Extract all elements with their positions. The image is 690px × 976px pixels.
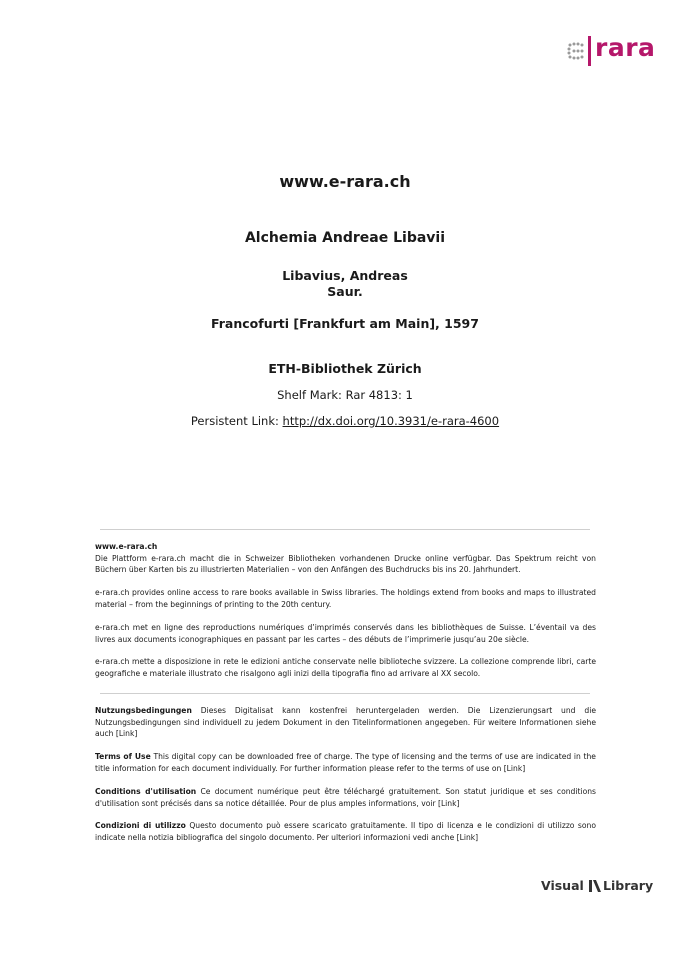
logo-wordmark: rara [595,33,656,62]
dot-grid-icon [566,41,586,61]
terms-it-label: Condizioni di utilizzo [95,821,186,830]
visual-library-mark-icon [588,879,602,893]
terms-it-text: Questo documento può essere scaricato gratuitamente. Il tipo di licenza e le condizioni di utilizzo sono indicate nella notizia bibliografica del singolo documento. Per ulteriori informazioni vedi anche [Link] [95,821,596,842]
e-rara-logo [566,33,658,66]
shelf-mark: Shelf Mark: Rar 4813: 1 [277,388,413,402]
holding-library: ETH-Bibliothek Zürich [268,361,422,376]
terms-de-label: Nutzungsbedingungen [95,706,192,715]
author-name: Libavius, Andreas [282,268,408,283]
visual-library-logo [541,877,656,895]
about-de-text: Die Plattform e-rara.ch macht die in Schweizer Bibliotheken vorhandenen Drucke online verfügbar. Das Spektrum reicht von Büchern über Karten bis zu illustrierten Materialien – von den Anfängen des Buchdrucks bis ins 20. Jahrhundert. [95,553,596,574]
terms-fr-text: Ce document numérique peut être téléchargé gratuitement. Son statut juridique et ses conditions d'utilisation sont précisés dans sa notice détaillée. Pour de plus amples informations, voir [Link] [95,787,596,808]
logo-divider [588,36,591,66]
visual-library-word-right: Library [603,878,654,893]
terms-fr-label: Conditions d'utilisation [95,787,197,796]
terms-fr [95,786,596,809]
about-en: e-rara.ch provides online access to rare books available in Swiss libraries. The holdings extend from books and maps to illustrated material – from the beginnings of printing to the 20th century. [95,588,596,609]
terms-it [95,820,596,843]
imprint: Francofurti [Frankfurt am Main], 1597 [211,316,479,331]
persistent-link-row [0,414,690,428]
terms-en-label: Terms of Use [95,752,151,761]
about-heading: www.e-rara.ch [95,542,158,551]
about-fr: e-rara.ch met en ligne des reproductions numériques d’imprimés conservés dans les bibliothèques de Suisse. L’éventail va des livres aux documents iconographiques en passant par les cartes – des débuts de l’imprimerie jusqu’au 20e siècle. [95,623,596,644]
author-block [0,268,690,300]
terms-en-text: This digital copy can be downloaded free of charge. The type of licensing and the terms of use are indicated in the title information for each document individually. For further information please refer to the terms of use on [Link] [95,752,596,773]
terms-de [95,705,596,740]
terms-de-text: Dieses Digitalisat kann kostenfrei heruntergeladen werden. Die Lizenzierungsart und die Nutzungsbedingungen sind individuell zu jedem Dokument in den Titelinformationen angegeben. Für weitere Informationen siehe auch [Link] [95,706,596,738]
terms-en [95,751,596,774]
divider-bottom [100,693,590,694]
divider-top [100,529,590,530]
about-it: e-rara.ch mette a disposizione in rete le edizioni antiche conservate nelle biblioteche svizzere. La collezione comprende libri, carte geografiche e materiale illustrato che risalgono agli inizi della tipografia fino ad arrivare al XX secolo. [95,657,596,678]
site-url: www.e-rara.ch [279,172,411,191]
about-de [95,541,596,576]
printer-name: Saur. [327,284,363,299]
document-title: Alchemia Andreae Libavii [244,230,446,246]
persistent-link[interactable]: http://dx.doi.org/10.3931/e-rara-4600 [282,414,500,428]
persistent-link-label: Persistent Link: [190,414,283,428]
visual-library-word-left: Visual [541,878,584,893]
